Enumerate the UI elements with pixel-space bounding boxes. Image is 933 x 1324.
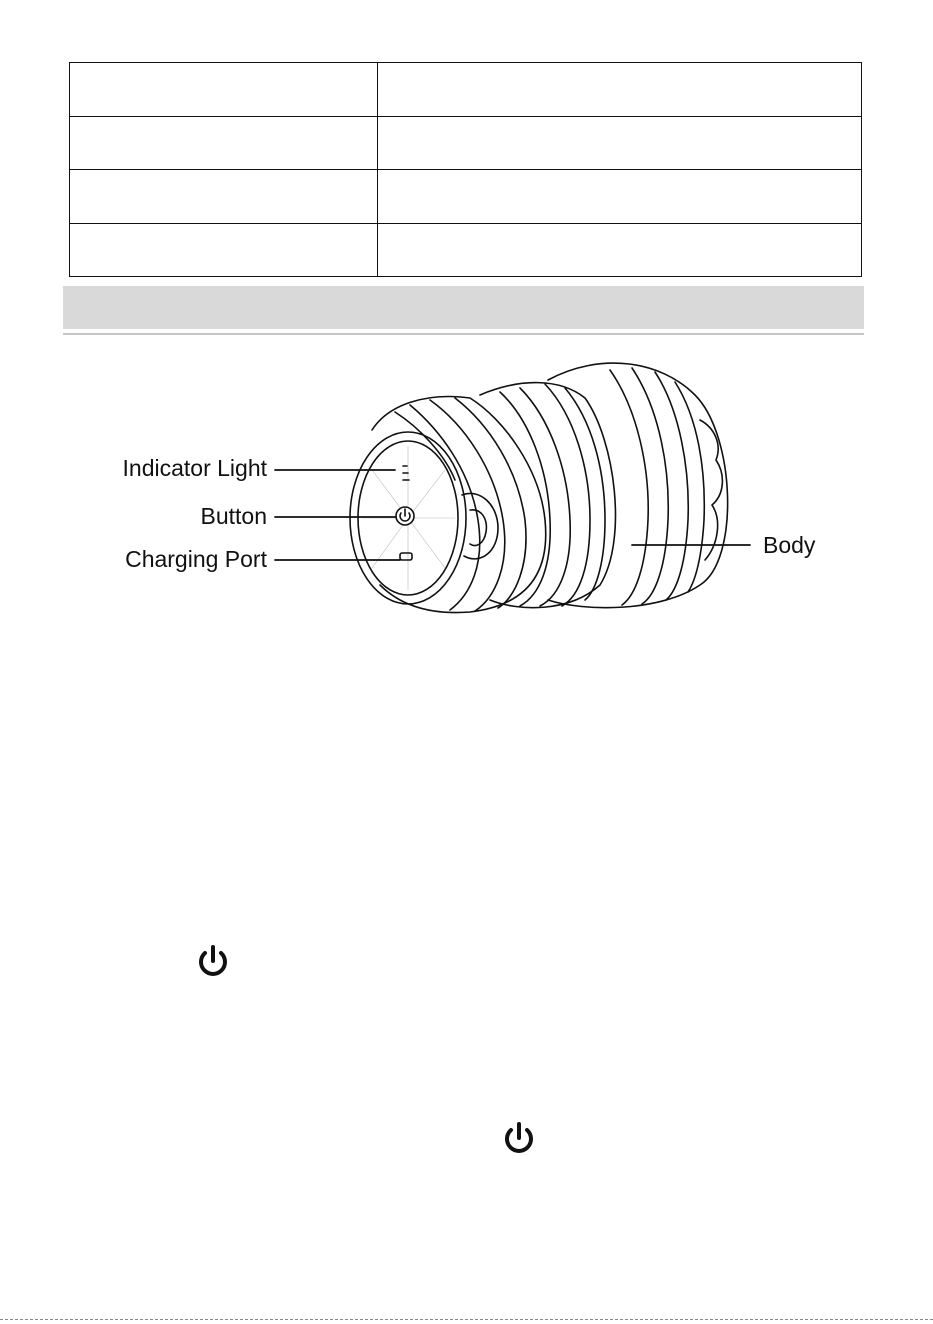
body-label: Body [763,532,816,558]
indicator-light-label: Indicator Light [122,455,267,481]
button-label: Button [200,503,267,529]
power-icon [196,943,230,979]
roller-power-button [396,507,414,525]
charging-port-label: Charging Port [125,546,267,572]
charging-port-icon [400,553,412,560]
power-icon [502,1120,536,1156]
page-bottom-edge [0,1319,933,1320]
roller-back-segment [548,363,728,608]
